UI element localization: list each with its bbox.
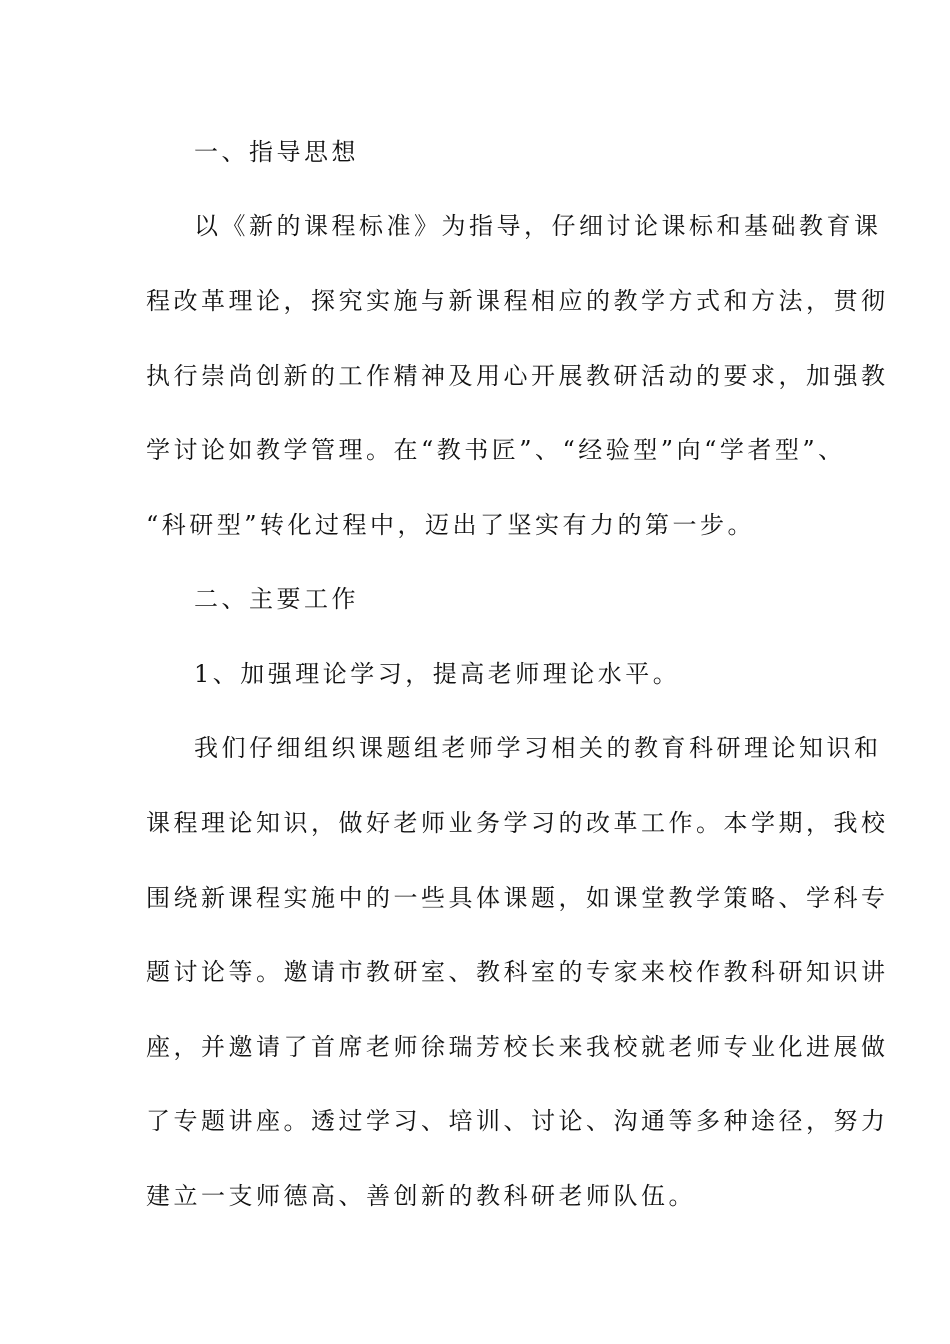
- paragraph-line: 执行崇尚创新的工作精神及用心开展教研活动的要求，加强教: [146, 362, 889, 390]
- subheading-theory-study: 1、加强理论学习，提高老师理论水平。: [194, 660, 681, 688]
- paragraph-line: 程改革理论，探究实施与新课程相应的教学方式和方法，贯彻: [146, 287, 889, 315]
- paragraph-line: 我们仔细组织课题组老师学习相关的教育科研理论知识和: [194, 734, 882, 762]
- paragraph-line: 了专题讲座。透过学习、培训、讨论、沟通等多种途径，努力: [146, 1107, 889, 1135]
- paragraph-line: 题讨论等。邀请市教研室、教科室的专家来校作教科研知识讲: [146, 958, 889, 986]
- paragraph-line: 课程理论知识，做好老师业务学习的改革工作。本学期，我校: [146, 809, 889, 837]
- paragraph-line: “科研型”转化过程中，迈出了坚实有力的第一步。: [146, 511, 756, 539]
- paragraph-line: 以《新的课程标准》为指导，仔细讨论课标和基础教育课: [194, 212, 882, 240]
- paragraph-line: 学讨论如教学管理。在“教书匠”、“经验型”向“学者型”、: [146, 436, 846, 464]
- section-heading-main-work: 二、主要工作: [194, 585, 359, 613]
- section-heading-guiding-ideology: 一、指导思想: [194, 138, 359, 166]
- paragraph-line: 围绕新课程实施中的一些具体课题，如课堂教学策略、学科专: [146, 884, 889, 912]
- paragraph-line: 座，并邀请了首席老师徐瑞芳校长来我校就老师专业化进展做: [146, 1033, 889, 1061]
- paragraph-line: 建立一支师德高、善创新的教科研老师队伍。: [146, 1182, 696, 1210]
